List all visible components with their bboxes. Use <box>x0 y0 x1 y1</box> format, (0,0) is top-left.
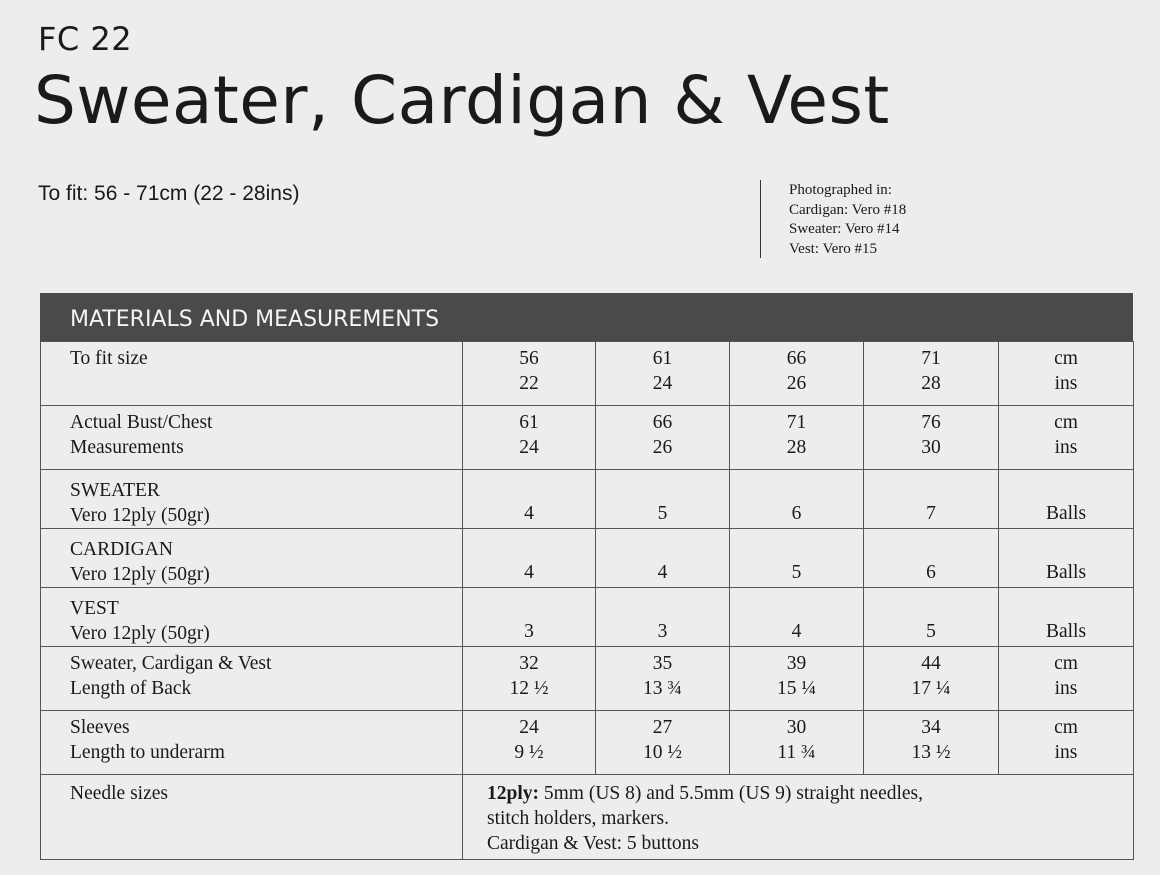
unit-cell: Balls <box>999 529 1134 588</box>
balls-cell: 4 <box>730 588 864 647</box>
size-cell: 71 28 <box>730 406 864 470</box>
row-label: CARDIGAN Vero 12ply (50gr) <box>41 529 463 588</box>
size-cell: 24 9 ½ <box>463 711 596 775</box>
row-label: VEST Vero 12ply (50gr) <box>41 588 463 647</box>
balls-cell: 6 <box>864 529 999 588</box>
row-label: Sleeves Length to underarm <box>41 711 463 775</box>
table-row <box>41 647 1134 711</box>
size-cell: 66 26 <box>596 406 730 470</box>
measurements-table <box>40 341 1134 860</box>
balls-cell: 5 <box>596 470 730 529</box>
needle-ply: 12ply: <box>487 783 540 804</box>
unit-cell: cm ins <box>999 647 1134 711</box>
to-fit-range: To fit: 56 - 71cm (22 - 28ins) <box>38 182 300 205</box>
unit-cell: Balls <box>999 470 1134 529</box>
needle-line: stitch holders, markers. <box>487 808 669 829</box>
unit-cell: Balls <box>999 588 1134 647</box>
unit-cell: cm ins <box>999 342 1134 406</box>
page-title: Sweater, Cardigan & Vest <box>34 62 890 139</box>
balls-cell: 4 <box>596 529 730 588</box>
table-header: MATERIALS AND MEASUREMENTS <box>40 293 1133 341</box>
table-row <box>41 406 1134 470</box>
row-label: Needle sizes <box>41 775 463 860</box>
size-cell: 35 13 ¾ <box>596 647 730 711</box>
size-cell: 32 12 ½ <box>463 647 596 711</box>
photographed-in-note <box>789 181 906 259</box>
divider <box>760 180 761 258</box>
size-cell: 71 28 <box>864 342 999 406</box>
balls-cell: 5 <box>730 529 864 588</box>
balls-cell: 5 <box>864 588 999 647</box>
needle-details <box>463 775 1134 860</box>
table-row <box>41 470 1134 529</box>
size-cell: 34 13 ½ <box>864 711 999 775</box>
size-cell: 61 24 <box>596 342 730 406</box>
unit-cell: cm ins <box>999 711 1134 775</box>
row-label: Sweater, Cardigan & Vest Length of Back <box>41 647 463 711</box>
size-cell: 30 11 ¾ <box>730 711 864 775</box>
balls-cell: 3 <box>463 588 596 647</box>
photographed-heading: Photographed in: <box>789 182 892 198</box>
size-cell: 76 30 <box>864 406 999 470</box>
balls-cell: 4 <box>463 529 596 588</box>
table-row <box>41 588 1134 647</box>
size-cell: 44 17 ¼ <box>864 647 999 711</box>
table-row <box>41 342 1134 406</box>
needle-line: 5mm (US 8) and 5.5mm (US 9) straight needles, <box>539 783 924 804</box>
unit-cell: cm ins <box>999 406 1134 470</box>
pattern-code: FC 22 <box>38 20 133 58</box>
size-cell: 66 26 <box>730 342 864 406</box>
table-row <box>41 711 1134 775</box>
photographed-line: Cardigan: Vero #18 <box>789 201 907 218</box>
balls-cell: 4 <box>463 470 596 529</box>
balls-cell: 7 <box>864 470 999 529</box>
size-cell: 61 24 <box>463 406 596 470</box>
balls-cell: 6 <box>730 470 864 529</box>
size-cell: 56 22 <box>463 342 596 406</box>
table-row <box>41 529 1134 588</box>
row-label: To fit size <box>41 342 463 406</box>
balls-cell: 3 <box>596 588 730 647</box>
row-label: SWEATER Vero 12ply (50gr) <box>41 470 463 529</box>
materials-table <box>40 293 1133 860</box>
row-label: Actual Bust/Chest Measurements <box>41 406 463 470</box>
needle-line: Cardigan & Vest: 5 buttons <box>487 833 699 854</box>
size-cell: 27 10 ½ <box>596 711 730 775</box>
photographed-line: Vest: Vero #15 <box>789 240 878 257</box>
size-cell: 39 15 ¼ <box>730 647 864 711</box>
table-row <box>41 775 1134 860</box>
photographed-line: Sweater: Vero #14 <box>789 221 900 237</box>
